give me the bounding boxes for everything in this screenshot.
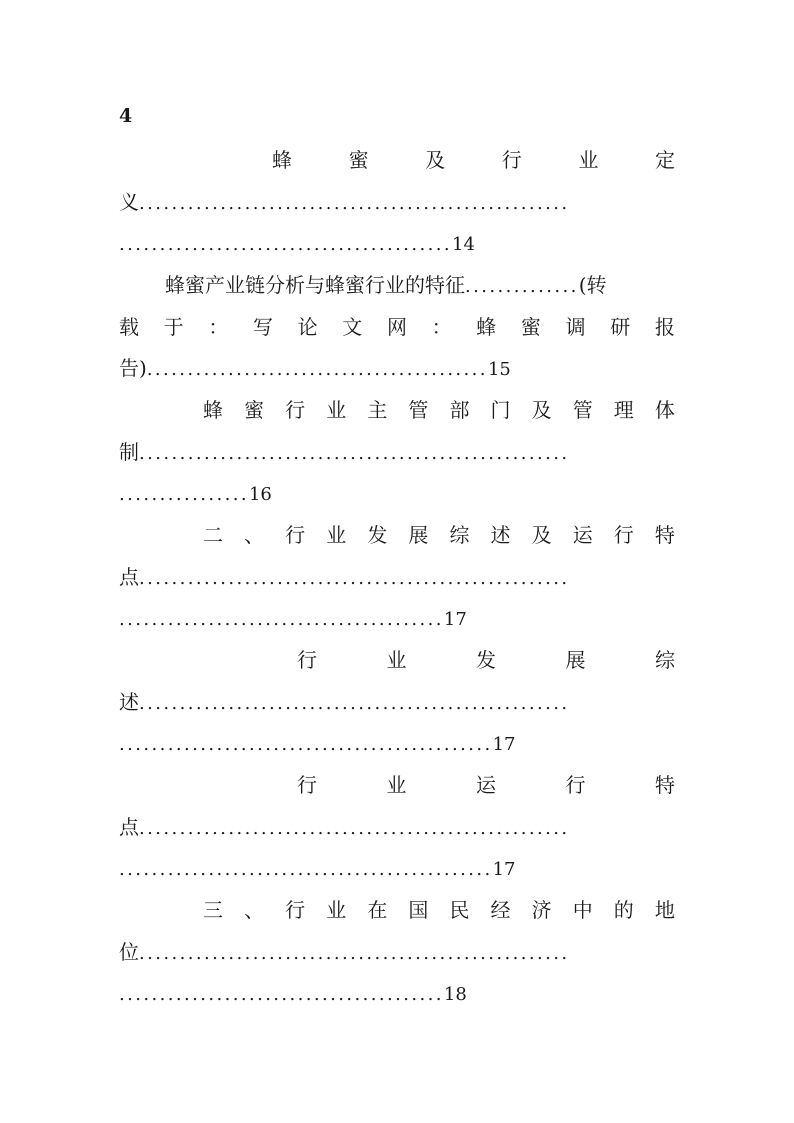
- toc-entry-2-line-3: [119, 353, 675, 383]
- toc-char: 论: [297, 315, 318, 339]
- toc-char: 蜜: [348, 148, 369, 172]
- toc-entry-4-line-1: [203, 520, 675, 550]
- toc-char: 蜜: [244, 398, 265, 422]
- toc-text: 点: [119, 815, 139, 839]
- toc-char: 、: [244, 523, 265, 547]
- toc-entry-2-line-2: [119, 312, 675, 342]
- toc-char: 三: [203, 898, 223, 922]
- toc-char: 行: [285, 398, 306, 422]
- toc-entry-5-line-1: [297, 645, 675, 675]
- toc-entry-5-line-2: [119, 687, 675, 717]
- toc-entry-3-line-1: [203, 395, 675, 425]
- dot-leader: .....................................................: [139, 568, 570, 589]
- toc-char: 展: [408, 523, 429, 547]
- toc-char: 的: [613, 898, 634, 922]
- toc-entry-6-line-3: [119, 853, 675, 883]
- toc-char: 特: [655, 773, 675, 797]
- toc-char: 业: [578, 148, 599, 172]
- toc-page-number[interactable]: 15: [487, 359, 511, 380]
- toc-char: 行: [565, 773, 586, 797]
- toc-char: 主: [367, 398, 388, 422]
- toc-char: 文: [342, 315, 363, 339]
- toc-char: 定: [654, 148, 675, 172]
- toc-char: 行: [501, 148, 522, 172]
- toc-char: 载: [119, 315, 139, 339]
- toc-title[interactable]: 蜂蜜产业链分析与蜂蜜行业的特征: [165, 273, 465, 297]
- toc-char: 发: [476, 648, 496, 672]
- toc-char: 行: [285, 523, 306, 547]
- toc-entry-1-line-3: [119, 228, 675, 258]
- toc-char: 业: [326, 898, 347, 922]
- toc-entry-6-line-2: [119, 812, 675, 842]
- toc-char: 在: [367, 898, 388, 922]
- toc-char: 研: [610, 315, 631, 339]
- toc-entry-7-line-3: [119, 978, 675, 1008]
- toc-char: 报: [654, 315, 675, 339]
- toc-char: 中: [572, 898, 593, 922]
- toc-text: (转: [578, 273, 607, 297]
- toc-text: 义: [119, 190, 139, 214]
- toc-page-number[interactable]: 17: [443, 609, 467, 630]
- toc-char: 经: [490, 898, 511, 922]
- toc-char: 业: [386, 773, 407, 797]
- toc-char: ：: [431, 315, 452, 339]
- toc-char: 业: [326, 523, 347, 547]
- toc-char: 管: [408, 398, 429, 422]
- toc-entry-1-line-1: [272, 145, 675, 175]
- toc-text: 告): [119, 356, 147, 380]
- toc-char: 及: [531, 523, 552, 547]
- toc-entry-3-line-3: [119, 478, 675, 508]
- toc-char: 体: [654, 398, 675, 422]
- toc-char: 综: [449, 523, 470, 547]
- dot-leader: ................: [119, 484, 249, 505]
- toc-entry-4-line-2: [119, 562, 675, 592]
- dot-leader: .....................................................: [139, 818, 570, 839]
- toc-entry-4-line-3: [119, 603, 675, 633]
- dot-leader: .....................................................: [139, 693, 570, 714]
- toc-char: 网: [386, 315, 407, 339]
- toc-char: 运: [572, 523, 593, 547]
- dot-leader: ..........................................: [146, 359, 488, 380]
- toc-entry-3-line-2: [119, 437, 675, 467]
- dot-leader: .....................................................: [139, 193, 570, 214]
- dot-leader: ........................................: [119, 984, 444, 1005]
- toc-entry-5-line-3: [119, 728, 675, 758]
- dot-leader: .........................................: [119, 234, 452, 255]
- toc-char: 行: [285, 898, 306, 922]
- toc-page-number[interactable]: 17: [492, 859, 516, 880]
- toc-char: 部: [449, 398, 470, 422]
- toc-char: 调: [565, 315, 586, 339]
- toc-char: 蜂: [476, 315, 497, 339]
- toc-page-number[interactable]: 17: [492, 734, 516, 755]
- toc-char: 管: [572, 398, 593, 422]
- toc-char: 二: [203, 523, 223, 547]
- toc-entry-7-line-1: [203, 895, 675, 925]
- toc-entry-7-line-2: [119, 937, 675, 967]
- toc-char: 业: [326, 398, 347, 422]
- toc-text: 位: [119, 940, 139, 964]
- toc-char: 业: [386, 648, 407, 672]
- dot-leader: .....................................................: [139, 943, 570, 964]
- toc-char: 写: [252, 315, 273, 339]
- dot-leader: ..............................................: [119, 859, 493, 880]
- toc-char: 展: [565, 648, 586, 672]
- toc-char: 蜂: [272, 148, 292, 172]
- toc-char: 及: [425, 148, 446, 172]
- toc-char: 述: [490, 523, 511, 547]
- toc-char: 济: [531, 898, 552, 922]
- dot-leader: ........................................: [119, 609, 444, 630]
- toc-text: 点: [119, 565, 139, 589]
- toc-char: 国: [408, 898, 429, 922]
- toc-char: ：: [208, 315, 229, 339]
- toc-char: 地: [654, 898, 675, 922]
- toc-char: 发: [367, 523, 388, 547]
- toc-char: 行: [297, 648, 317, 672]
- dot-leader: ..............................................: [119, 734, 493, 755]
- toc-text: 述: [119, 690, 139, 714]
- toc-char: 理: [613, 398, 634, 422]
- dot-leader: .....................................................: [139, 443, 570, 464]
- toc-char: 特: [654, 523, 675, 547]
- toc-entry-1-line-2: [119, 187, 675, 217]
- toc-char: 蜂: [203, 398, 223, 422]
- page-marker: 4: [119, 105, 133, 127]
- toc-char: 于: [163, 315, 184, 339]
- toc-page-number[interactable]: 18: [443, 984, 467, 1005]
- toc-page-number[interactable]: 14: [452, 234, 475, 255]
- dot-leader: ..............: [465, 276, 579, 297]
- toc-text: 制: [119, 440, 139, 464]
- toc-char: 民: [449, 898, 470, 922]
- toc-char: 行: [297, 773, 317, 797]
- toc-char: 行: [613, 523, 634, 547]
- toc-entry-6-line-1: [297, 770, 675, 800]
- toc-char: 运: [476, 773, 496, 797]
- toc-char: 综: [655, 648, 675, 672]
- toc-entry-2-line-1: [165, 270, 677, 300]
- toc-char: 及: [531, 398, 552, 422]
- toc-char: 、: [244, 898, 265, 922]
- toc-page-number[interactable]: 16: [248, 484, 272, 505]
- toc-char: 蜜: [520, 315, 541, 339]
- toc-char: 门: [490, 398, 511, 422]
